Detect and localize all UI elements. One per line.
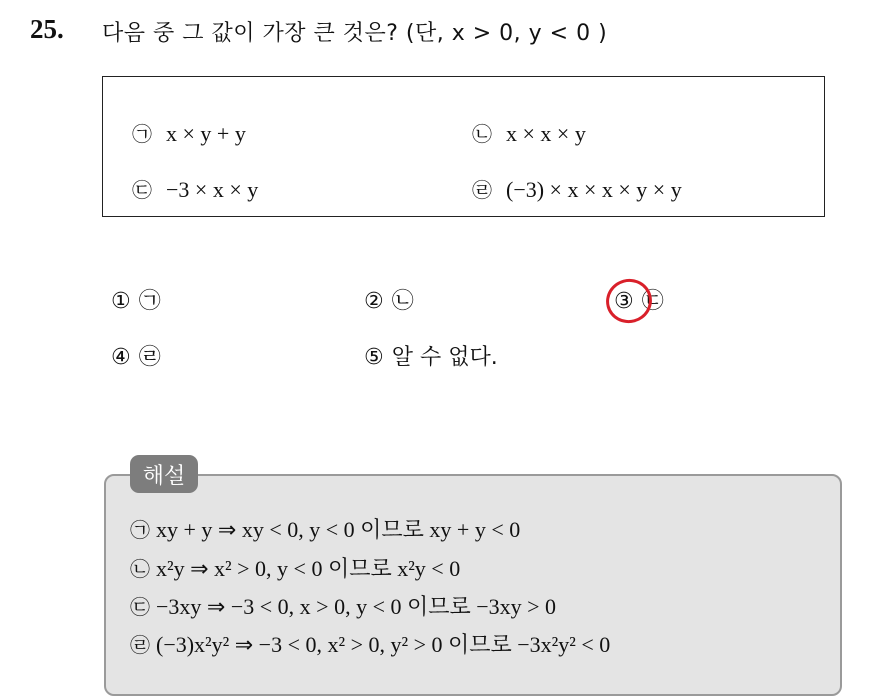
choice-2[interactable] [364,284,414,315]
choice-label: ㉡ [391,289,414,314]
option-expr: (−3) × x × x × y × y [506,177,682,202]
solution-text: xy + y ⇒ xy < 0, y < 0 이므로 xy + y < 0 [156,517,521,542]
question-text: 다음 중 그 값이 가장 큰 것은? (단, x > 0, y < 0 ) [102,21,608,46]
option-d [472,174,682,203]
option-expr: −3 × x × y [166,177,259,202]
solution-marker: ㉠ [130,518,150,542]
solution-line-1 [130,513,520,544]
choice-label: 알 수 없다. [391,345,498,370]
choice-5[interactable] [364,340,498,371]
option-a [132,118,246,147]
solution-text: (−3)x²y² ⇒ −3 < 0, x² > 0, y² > 0 이므로 −3x²y² < 0 [156,632,611,657]
solution-tag: 해설 [130,455,198,493]
solution-line-2 [130,552,460,583]
choice-label: ㉢ [641,289,664,314]
choice-number: ③ [614,289,634,314]
solution-marker: ㉣ [130,633,150,657]
option-marker: ㉣ [472,178,492,202]
option-b [472,118,586,147]
answer-circle-mark [601,274,657,328]
solution-line-4 [130,628,610,659]
solution-marker: ㉡ [130,557,150,581]
option-marker: ㉢ [132,178,152,202]
choice-number: ② [364,289,384,314]
choice-1[interactable] [111,284,161,315]
option-marker: ㉡ [472,122,492,146]
choice-label: ㉠ [138,289,161,314]
option-marker: ㉠ [132,122,152,146]
solution-line-3 [130,590,556,621]
choice-number: ⑤ [364,345,384,370]
question-number: 25. [30,14,64,44]
solution-marker: ㉢ [130,595,150,619]
choice-number: ① [111,289,131,314]
solution-panel [104,474,842,696]
option-expr: x × x × y [506,121,586,146]
option-expr: x × y + y [166,121,246,146]
option-c [132,174,258,203]
choice-number: ④ [111,345,131,370]
choice-label: ㉣ [138,345,161,370]
solution-text: −3xy ⇒ −3 < 0, x > 0, y < 0 이므로 −3xy > 0 [156,594,557,619]
solution-text: x²y ⇒ x² > 0, y < 0 이므로 x²y < 0 [156,556,461,581]
choice-4[interactable] [111,340,161,371]
